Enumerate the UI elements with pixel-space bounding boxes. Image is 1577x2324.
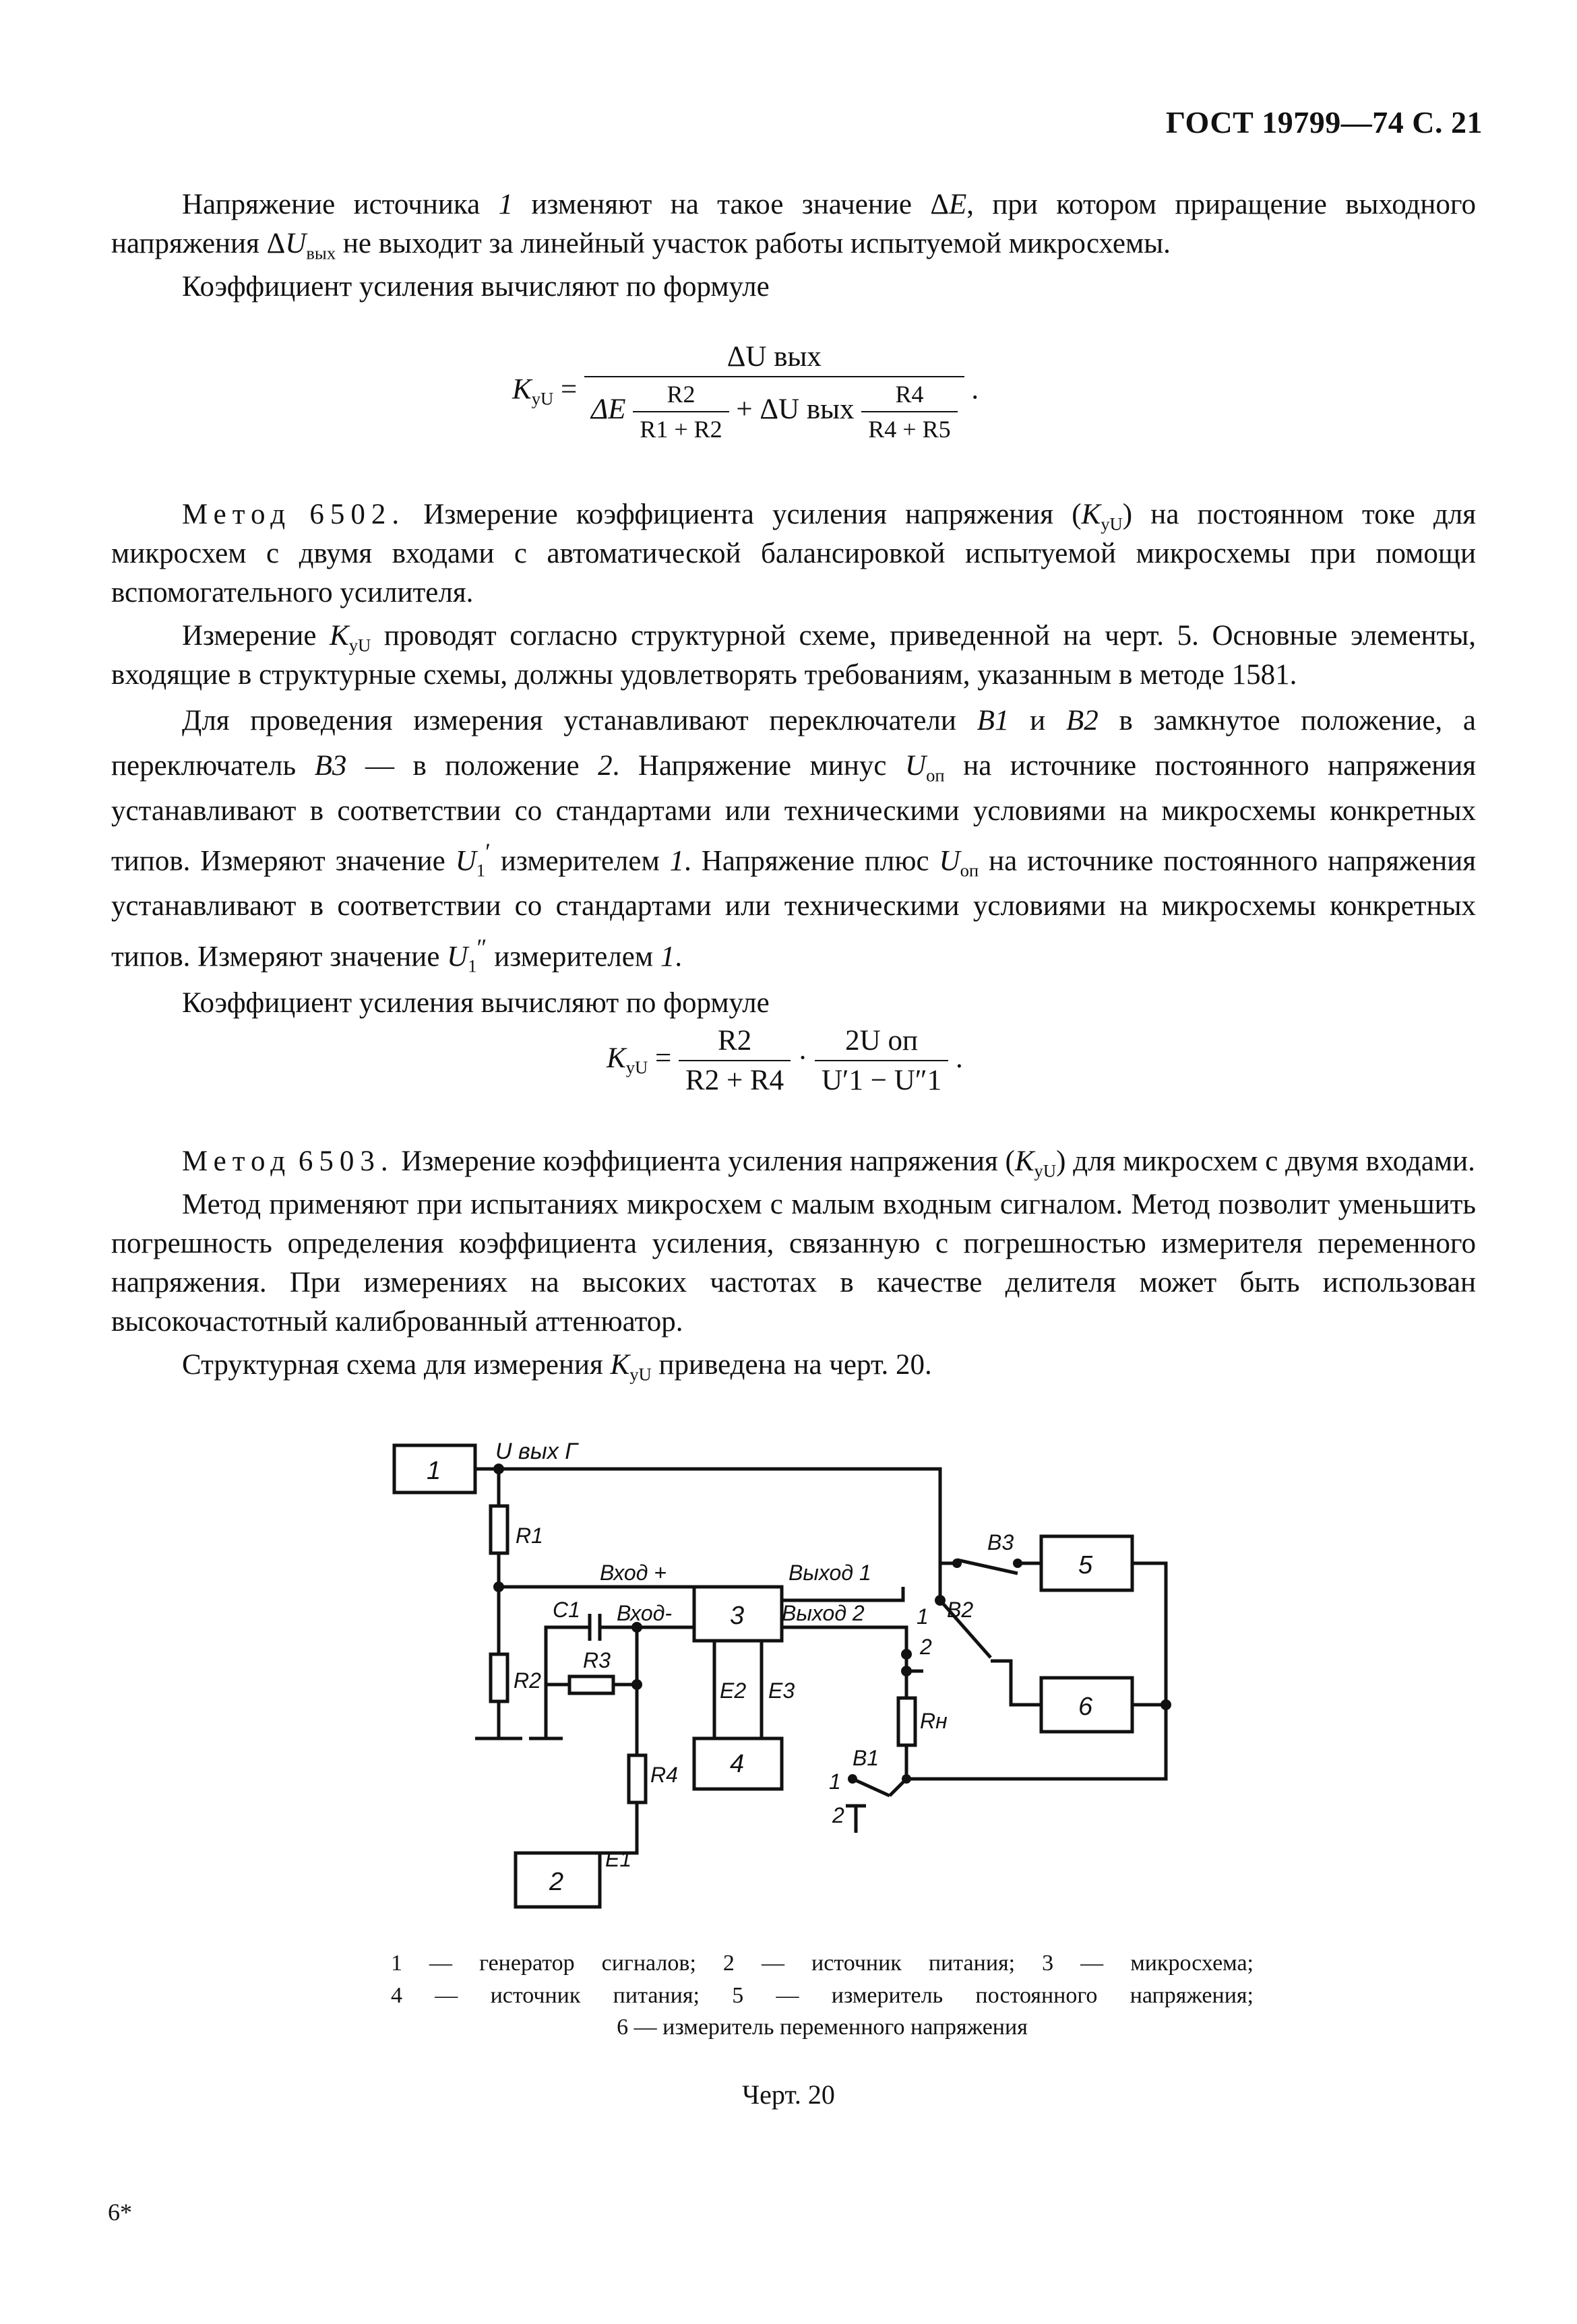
paragraph-method-6502: Метод 6502. Измерение коэффициента усиления напряжения $(K_{yU})$ на постоянном токе для микросхем с двумя входами с автоматической балансировкой испытуемой микросхемы при помощи вспомогательного усилителя. [111, 499, 1476, 609]
page-footer-mark: 6* [108, 2199, 132, 2226]
label-vhod-minus: Вход- [617, 1601, 673, 1625]
label-block-5: 5 [1078, 1551, 1093, 1579]
paragraph-formula-intro: Коэффициент усиления вычисляют по формуле [182, 271, 770, 303]
label-pos-1a: 1 [917, 1604, 929, 1629]
node [848, 1774, 857, 1784]
formula-2: $K_{yU}$ = $\frac{R2}{R2 + R4}$ · $\frac{\text{2U оп}}{U'1 - U''1}$ . [607, 1025, 963, 1096]
node [1161, 1699, 1171, 1710]
figure-caption: 1 — генератор сигналов; 2 — источник питания; 3 — микросхема; 4 — источник питания; 5 — измеритель постоянного напряжения; 6 — измеритель переменного напряжения [391, 1951, 1254, 2040]
resistor-rn [898, 1698, 915, 1745]
label-r2: R2 [514, 1668, 541, 1693]
label-e2: E2 [720, 1678, 747, 1703]
label-block-1: 1 [427, 1457, 441, 1485]
paragraph-measurement: Измерение $K_{yU}$ проводят согласно структурной схеме, приведенной на черт. 5. Основные элементы, входящие в структурные схемы, должны удовлетворять требованиям, указанным в методе 1581. [111, 620, 1476, 691]
node [1013, 1559, 1022, 1568]
label-block-4: 4 [730, 1750, 745, 1778]
paragraph-formula-intro-2: Коэффициент усиления вычисляют по формуле [182, 986, 770, 1019]
formula-1: $K_{yU}$ = ΔU вых ΔE $\frac{R2}{R1 + R2}$ + ΔU вых $\frac{R4}{R4 + R5}$ . [512, 341, 979, 443]
node [901, 1649, 912, 1660]
label-r1: R1 [516, 1524, 543, 1548]
node [935, 1595, 946, 1606]
label-pos-2b: 2 [832, 1803, 844, 1827]
label-c1: C1 [553, 1598, 580, 1622]
node [901, 1666, 912, 1676]
node [493, 1581, 504, 1592]
label-pos-1b: 1 [829, 1769, 841, 1794]
label-block-6: 6 [1078, 1693, 1093, 1721]
paragraph-switches: Для проведения измерения устанавливают переключатели B1 и B2 в замкнутое положение, а переключатель B3 — в положение 2. Напряжение минус $U_{оп}$ на источнике постоянного напряжения устанавливают в соответствии со стандартами или техническими условиями на микросхемы конкретных типов. Измеряют значение $U_1'$ измерителем 1. Напряжение плюс $U_{оп}$ на источнике постоянного напряжения устанавливают в соответствии со стандартами или техническими условиями на микросхемы конкретных типов. Измеряют значение $U_1''$ измерителем 1. [111, 705, 1477, 976]
label-pos-2a: 2 [920, 1635, 932, 1659]
resistor-r4 [629, 1755, 646, 1802]
label-rn: Rн [920, 1709, 948, 1733]
resistor-r3 [569, 1676, 613, 1693]
label-uvyh: U вых Г [495, 1439, 578, 1464]
label-switch-b1: B1 [853, 1746, 879, 1770]
node [493, 1464, 504, 1474]
label-block-3: 3 [730, 1602, 745, 1630]
formula-1-fraction: ΔU вых ΔE $\frac{R2}{R1 + R2}$ + ΔU вых $\frac{R4}{R4 + R5}$ [584, 340, 964, 443]
label-vyhod-1: Выход 1 [788, 1561, 871, 1585]
label-switch-b3: B3 [987, 1530, 1014, 1554]
paragraph-scheme-ref: Структурная схема для измерения $K_{yU}$ приведена на черт. 20. [182, 1349, 932, 1385]
node [952, 1559, 962, 1568]
resistor-r2 [491, 1654, 507, 1701]
label-r4: R4 [650, 1763, 678, 1787]
node [902, 1774, 911, 1784]
figure-label: Черт. 20 [742, 2079, 835, 2110]
label-vyhod-2: Выход 2 [782, 1601, 865, 1625]
label-switch-b2: B2 [947, 1598, 974, 1622]
paragraph-method-use: Метод применяют при испытаниях микросхем с малым входным сигналом. Метод позволит уменьшить погрешность определения коэффициента усиления, связанную с погрешностью измерителя переменного напряжения. При измерениях на высоких частотах в качестве делителя может быть использован высокочастотный калиброванный аттенюатор. [111, 1189, 1476, 1338]
label-r3: R3 [583, 1648, 611, 1672]
paragraph-method-6503: Метод 6503. Измерение коэффициента усиления напряжения $(K_{yU})$ для микросхем с двумя входами. [182, 1145, 1475, 1181]
label-e1: E1 [605, 1847, 632, 1871]
paragraph-source-voltage: Напряжение источника 1 изменяют на такое значение ΔE, при котором приращение выходного напряжения $\Delta U_{вых}$ не выходит за линейный участок работы испытуемой микросхемы. [111, 189, 1476, 263]
node [631, 1679, 642, 1690]
page-header: ГОСТ 19799—74 С. 21 [1165, 105, 1483, 139]
label-vhod-plus: Вход + [600, 1561, 667, 1585]
label-e3: E3 [768, 1678, 795, 1703]
resistor-r1 [491, 1506, 507, 1553]
label-block-2: 2 [549, 1868, 564, 1896]
